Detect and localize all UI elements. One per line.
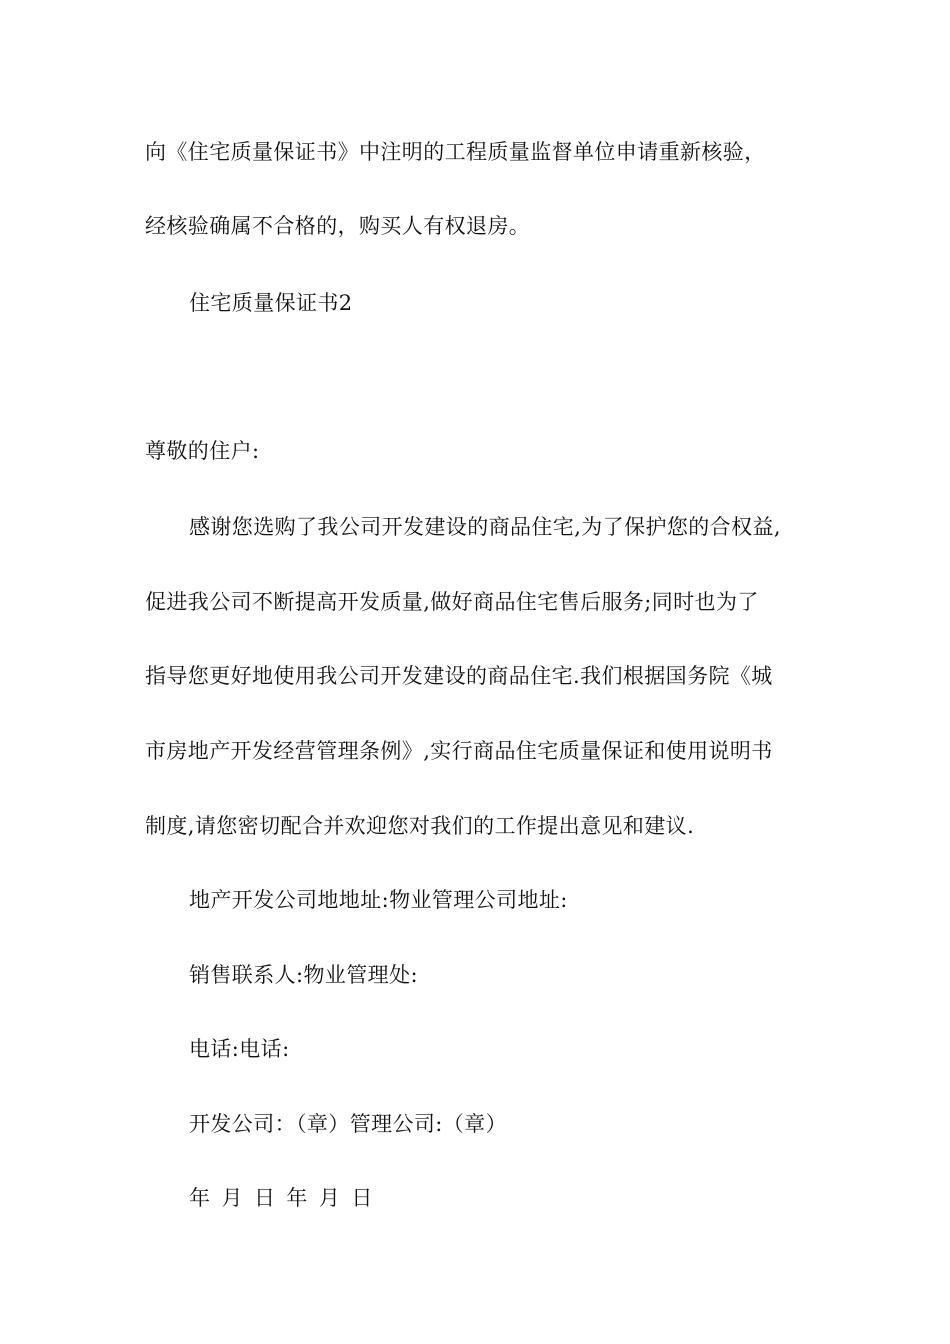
phone-line: 电话:电话:: [189, 1037, 290, 1061]
address-line: 地产开发公司地地址:物业管理公司地址:: [189, 888, 568, 912]
contact-line: 销售联系人:物业管理处:: [189, 963, 418, 987]
date-line: 年 月 日 年 月 日: [189, 1186, 373, 1210]
paragraph-line-5: 制度,请您密切配合并欢迎您对我们的工作提出意见和建议.: [145, 814, 695, 838]
paragraph-line-2: 促进我公司不断提高开发质量,做好商品住宅售后服务;同时也为了: [145, 590, 759, 614]
paragraph-line-3: 指导您更好地使用我公司开发建设的商品住宅.我们根据国务院《城: [145, 664, 773, 688]
paragraph-line-reinspection: 向《住宅质量保证书》中注明的工程质量监督单位申请重新核验，: [145, 140, 766, 164]
paragraph-line-refund-right: 经核验确属不合格的，购买人有权退房。: [145, 214, 531, 238]
seal-line: 开发公司：（章）管理公司:（章）: [189, 1112, 507, 1136]
paragraph-line-4: 市房地产开发经营管理条例》,实行商品住宅质量保证和使用说明书: [145, 739, 773, 763]
paragraph-line-1: 感谢您选购了我公司开发建设的商品住宅,为了保护您的合权益,: [189, 515, 781, 539]
section-title: 住宅质量保证书2: [189, 291, 353, 315]
salutation: 尊敬的住户:: [145, 439, 260, 463]
